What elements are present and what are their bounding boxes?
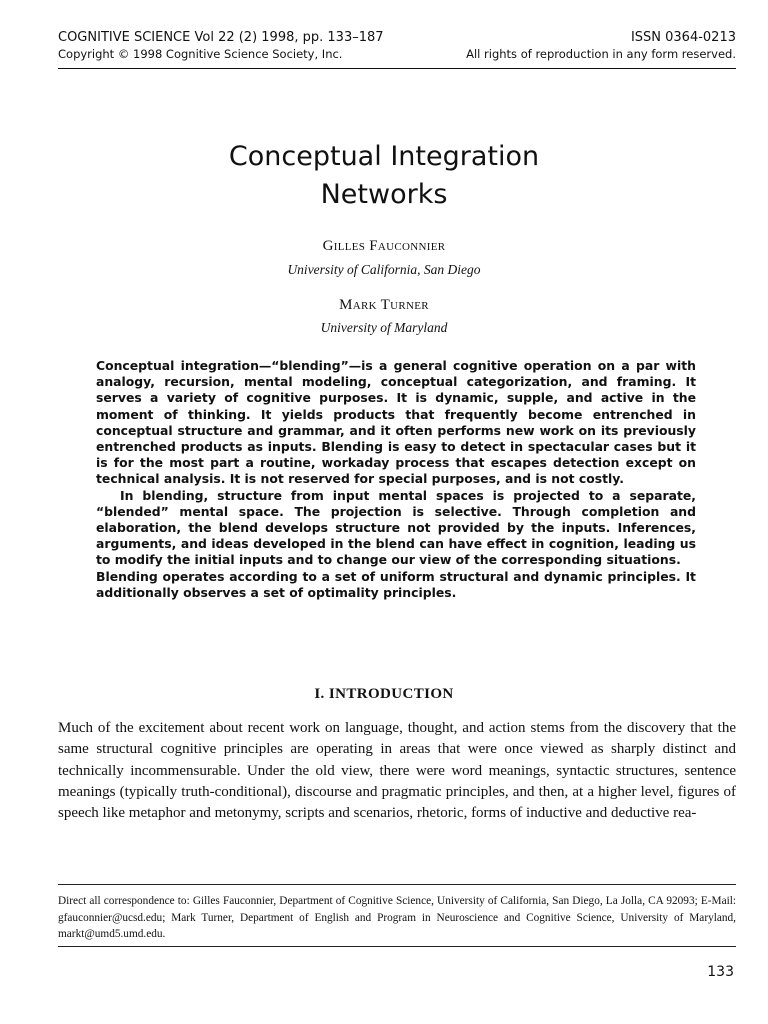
journal-header — [58, 29, 736, 63]
rights-notice: All rights of reproduction in any form reserved. — [466, 47, 736, 61]
copyright: Copyright © 1998 Cognitive Science Society, Inc. — [58, 47, 343, 61]
journal-citation: COGNITIVE SCIENCE Vol 22 (2) 1998, pp. 133–187 — [58, 30, 384, 45]
journal-header-row — [58, 29, 736, 46]
header-rule — [58, 68, 736, 69]
correspondence-footnote: Direct all correspondence to: Gilles Fauconnier, Department of Cognitive Science, University of California, San Diego, La Jolla, CA 92093; E-Mail: gfauconnier@ucsd.edu; Mark Turner, Department of English and Program in Neuroscience and Cognitive Science, University of Maryland, markt@umd5.umd.edu. — [58, 895, 736, 940]
copyright-row — [58, 46, 736, 63]
page-number: 133 — [707, 964, 734, 980]
paper-title — [84, 138, 684, 214]
author-name: Mark Turner — [339, 297, 429, 313]
author-affiliation: University of Maryland — [320, 320, 448, 335]
title-line-1: Conceptual Integration — [228, 141, 540, 172]
footnote-rule — [58, 884, 736, 885]
section-heading: I. INTRODUCTION — [314, 686, 454, 702]
title-line-2: Networks — [320, 179, 448, 210]
abstract-paragraph: Conceptual integration—“blending”—is a general cognitive operation on a par with analogy, recursion, mental modeling, conceptual categorization, and framing. It serves a variety of cognitive purposes. It is dynamic, supple, and active in the moment of thinking. It yields products that frequently become entrenched in conceptual structure and grammar, and it often performs new work on its previously entrenched products as inputs. Blending is easy to detect in spectacular cases but it is for the most part a routine, workaday process that escapes detection except on technical analysis. It is not reserved for special purposes, and is not costly. — [96, 358, 696, 487]
abstract — [96, 358, 696, 601]
introduction-text: Much of the excitement about recent work on language, thought, and action stems from the discovery that the same structural cognitive principles are operating in areas that were once viewed as sharply distinct and technically incommensurable. Under the old view, there were word meanings, syntactic structures, sentence meanings (typically truth-conditional), discourse and pragmatic principles, and then, at a higher level, figures of speech like metaphor and metonymy, scripts and scenarios, rhetoric, forms of inductive and deductive rea- — [58, 720, 736, 822]
abstract-paragraph: Blending operates according to a set of uniform structural and dynamic principles. It additionally observes a set of optimality principles. — [96, 568, 696, 600]
issn: ISSN 0364-0213 — [630, 30, 736, 45]
abstract-paragraph: In blending, structure from input mental spaces is projected to a separate, “blended” mental space. The projection is selective. Through completion and elaboration, the blend develops structure not provided by the inputs. Inferences, arguments, and ideas developed in the blend can have effect in cognition, leading us to modify the initial inputs and to change our view of the corresponding situations. — [96, 487, 696, 568]
author-affiliation: University of California, San Diego — [287, 262, 481, 277]
author-name: Gilles Fauconnier — [322, 238, 446, 254]
footnote-rule — [58, 946, 736, 947]
